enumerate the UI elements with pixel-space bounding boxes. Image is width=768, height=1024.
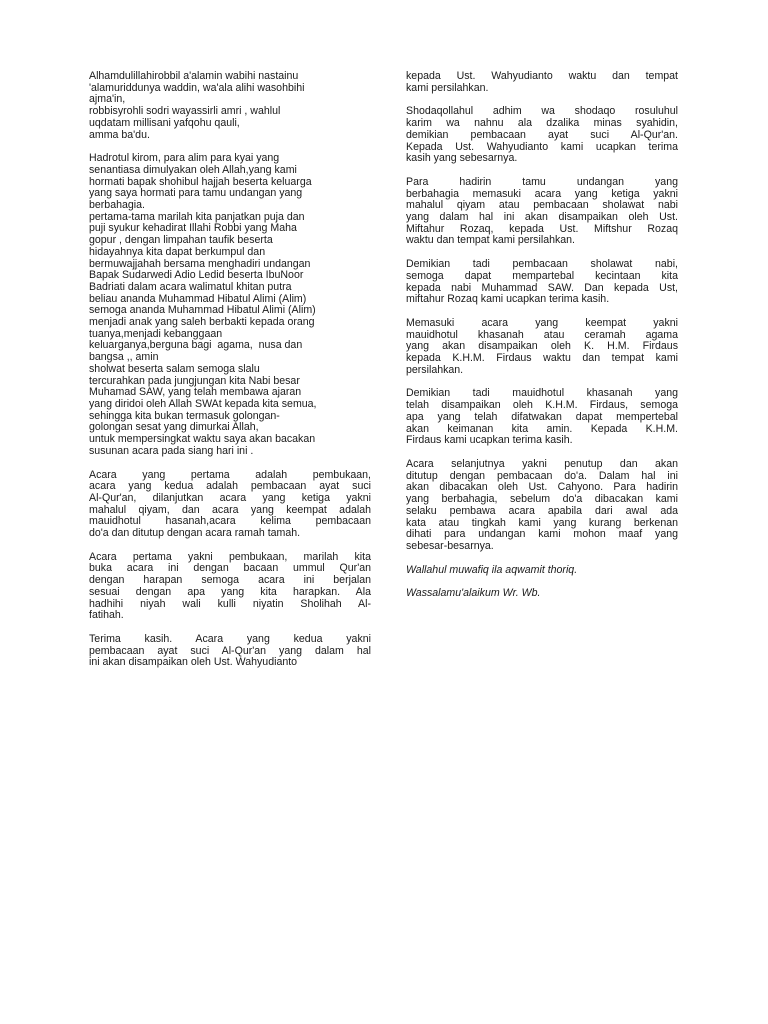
text-line: Hadrotul kirom, para alim para kyai yang (89, 152, 280, 165)
right-paragraph-5 (406, 318, 678, 377)
text-line: kata atau tingkah kami yang kurang berkenan (406, 516, 678, 529)
left-paragraph-2 (89, 153, 371, 457)
text-line: menjadi anak yang saleh berbakti kepada orang (89, 316, 315, 329)
text-line: Acara selanjutnya yakni penutup dan akan (406, 457, 678, 470)
text-line: persilahkan. (406, 363, 464, 376)
text-line: demikian pembacaan ayat suci Al-Qur'an. (406, 128, 678, 141)
text-line: kepada Ust. Wahyudianto waktu dan tempat (406, 70, 678, 82)
left-paragraph-4 (89, 552, 371, 622)
text-line: mauidhotul khasanah atau ceramah agama (406, 328, 678, 341)
text-line: berbahagia. (89, 199, 145, 212)
text-line: Acara pertama yakni pembukaan, marilah kita (89, 550, 371, 563)
text-line: gopur , dengan limpahan taufik beserta (89, 234, 273, 247)
text-line: 'alamuriddunya waddin, wa'ala alihi wasohbihi (89, 81, 305, 94)
text-line: yang diridoi oleh Allah SWAt kepada kita semua, (89, 397, 317, 410)
text-line: yang dalam hal ini akan disampaikan oleh Ust. (406, 211, 678, 224)
text-line: waktu dan tempat kami persilahkan. (406, 234, 575, 247)
text-line: tuanya,menjadi kebanggaan (89, 327, 223, 340)
text-line: Para hadirin tamu undangan yang (406, 175, 678, 188)
text-line: Wallahul muwafiq ila aqwamit thoriq. (406, 563, 578, 576)
text-line: Memasuki acara yang keempat yakni (406, 316, 678, 329)
text-line: acara yang kedua adalah pembacaan ayat suci (89, 480, 371, 493)
text-line: Terima kasih. Acara yang kedua yakni (89, 632, 371, 645)
text-line: do'a dan ditutup dengan acara ramah tamah. (89, 527, 301, 540)
text-line: Kepada Ust. Wahyudianto kami ucapkan terima (406, 140, 678, 153)
text-line: yang akan disampaikan oleh K. H.M. Firdaus (406, 340, 678, 353)
text-line: kasih yang sebesarnya. (406, 152, 518, 165)
text-line: pertama-tama marilah kita panjatkan puja dan (89, 210, 305, 223)
right-paragraph-7 (406, 459, 678, 553)
text-line: sehingga kita bukan termasuk golongan- (89, 409, 280, 422)
text-line: semoga dapat mempartebal kecintaan kita (406, 269, 678, 282)
text-line: beliau ananda Muhammad Hibatul Alimi (Alim) (89, 292, 307, 305)
text-line: keluarganya,berguna bagi agama, nusa dan (89, 339, 303, 352)
text-line: Miftahur Rozaq, kepada Ust. Miftshur Rozaq (406, 222, 678, 235)
text-line: Al-Qur'an, dilanjutkan acara yang ketiga yakni (89, 491, 371, 504)
text-line: karim wa nahnu ala dzalika minas syahidin, (406, 117, 678, 130)
text-line: Demikian tadi pembacaan sholawat nabi, (406, 258, 678, 271)
text-line: Acara yang pertama adalah pembukaan, (89, 468, 371, 481)
right-paragraph-1 (406, 71, 678, 94)
text-line: Alhamdulillahirobbil a'alamin wabihi nastainu (89, 70, 299, 82)
text-line: sesuai dengan apa yang kita harapkan. Ala (89, 585, 371, 598)
text-line: hadhihi niyah wali kulli niyatin Sholihah Al- (89, 597, 371, 610)
text-line: tercurahkan pada jungjungan kita Nabi besar (89, 374, 300, 387)
right-paragraph-3 (406, 177, 678, 247)
text-line: kepada K.H.M. Firdaus waktu dan tempat kami (406, 352, 678, 365)
text-line: Shodaqollahul adhim wa shodaqo rosuluhul (406, 105, 678, 118)
text-line: Firdaus kami ucapkan terima kasih. (406, 434, 573, 447)
text-line: ajma'in, (89, 93, 126, 106)
text-line: sholwat beserta salam semoga slalu (89, 362, 260, 375)
right-paragraph-4 (406, 259, 678, 306)
text-line: sebesar-besarnya. (406, 539, 494, 552)
text-line: hidayahnya kita dapat berkumpul dan (89, 245, 266, 258)
text-line: amma ba'du. (89, 128, 150, 141)
left-paragraph-5 (89, 634, 371, 669)
text-line: apa yang telah difatwakan dapat mempertebal (406, 410, 678, 423)
text-line: Demikian tadi mauidhotul khasanah yang (406, 387, 678, 400)
text-line: Badriati dalam acara walimatul khitan putra (89, 280, 292, 293)
text-line: dengan harapan semoga acara ini berjalan (89, 574, 371, 587)
text-line: golongan sesat yang dimurkai Allah, (89, 421, 259, 434)
right-paragraph-6 (406, 388, 678, 447)
text-line: bangsa ,, amin (89, 351, 159, 364)
right-paragraph-2 (406, 106, 678, 165)
text-line: bermuwajjahah bersama menghadiri undangan (89, 257, 311, 270)
text-line: mahalul qiyam atau pembacaan sholawat nabi (406, 199, 678, 212)
right-paragraph-9 (406, 588, 678, 600)
text-line: buka acara ini dengan bacaan ummul Qur'an (89, 562, 371, 575)
text-line: susunan acara pada siang hari ini . (89, 444, 254, 457)
text-line: ditutup dengan pembacaan do'a. Dalam hal ini (406, 469, 678, 482)
text-line: pembacaan ayat suci Al-Qur'an yang dalam hal (89, 644, 371, 657)
text-line: kami persilahkan. (406, 81, 489, 94)
text-line: miftahur Rozaq kami ucapkan terima kasih. (406, 293, 610, 306)
text-line: Bapak Sudarwedi Adio Ledid beserta IbuNoor (89, 269, 304, 282)
text-line: akan dibacakan oleh Ust. Cahyono. Para hadirin (406, 481, 678, 494)
left-column (89, 71, 371, 681)
text-line: senantiasa dimulyakan oleh Allah,yang kami (89, 163, 297, 176)
text-line: Muhamad SAW, yang telah membawa ajaran (89, 386, 302, 399)
left-paragraph-3 (89, 470, 371, 540)
text-line: berbahagia memasuki acara yang ketiga yakni (406, 187, 678, 200)
text-line: semoga ananda Muhammad Hibatul Alimi (Alim) (89, 304, 316, 317)
text-line: hormati bapak shohibul hajjah beserta keluarga (89, 175, 312, 188)
text-line: uqdatam millisani yafqohu qauli, (89, 116, 240, 129)
text-line: yang saya hormati para tamu undangan yang (89, 187, 303, 200)
text-line: dihati para undangan kami mohon maaf yang (406, 528, 678, 541)
text-line: Wassalamu'alaikum Wr. Wb. (406, 587, 541, 600)
text-line: fatihah. (89, 609, 124, 622)
left-paragraph-1 (89, 71, 371, 141)
text-line: ini akan disampaikan oleh Ust. Wahyudianto (89, 656, 298, 669)
text-line: untuk mempersingkat waktu saya akan bacakan (89, 433, 316, 446)
text-line: yang berbahagia, sebelum do'a dibacakan kami (406, 493, 678, 506)
text-line: telah disampaikan oleh K.H.M. Firdaus, semoga (406, 399, 678, 412)
text-line: mauidhotul hasanah,acara kelima pembacaan (89, 515, 371, 528)
right-column (406, 71, 678, 612)
text-line: selaku pembawa acara apabila dari awal ada (406, 504, 678, 517)
text-line: akan keimanan kita amin. Kepada K.H.M. (406, 422, 678, 435)
right-paragraph-8 (406, 565, 678, 577)
text-line: mahalul qiyam, dan acara yang keempat adalah (89, 503, 371, 516)
text-line: puji syukur kehadirat Illahi Robbi yang Maha (89, 222, 297, 235)
text-line: robbisyrohli sodri wayassirli amri , wahlul (89, 105, 281, 118)
text-line: kepada nabi Muhammad SAW. Dan kepada Ust, (406, 281, 678, 294)
